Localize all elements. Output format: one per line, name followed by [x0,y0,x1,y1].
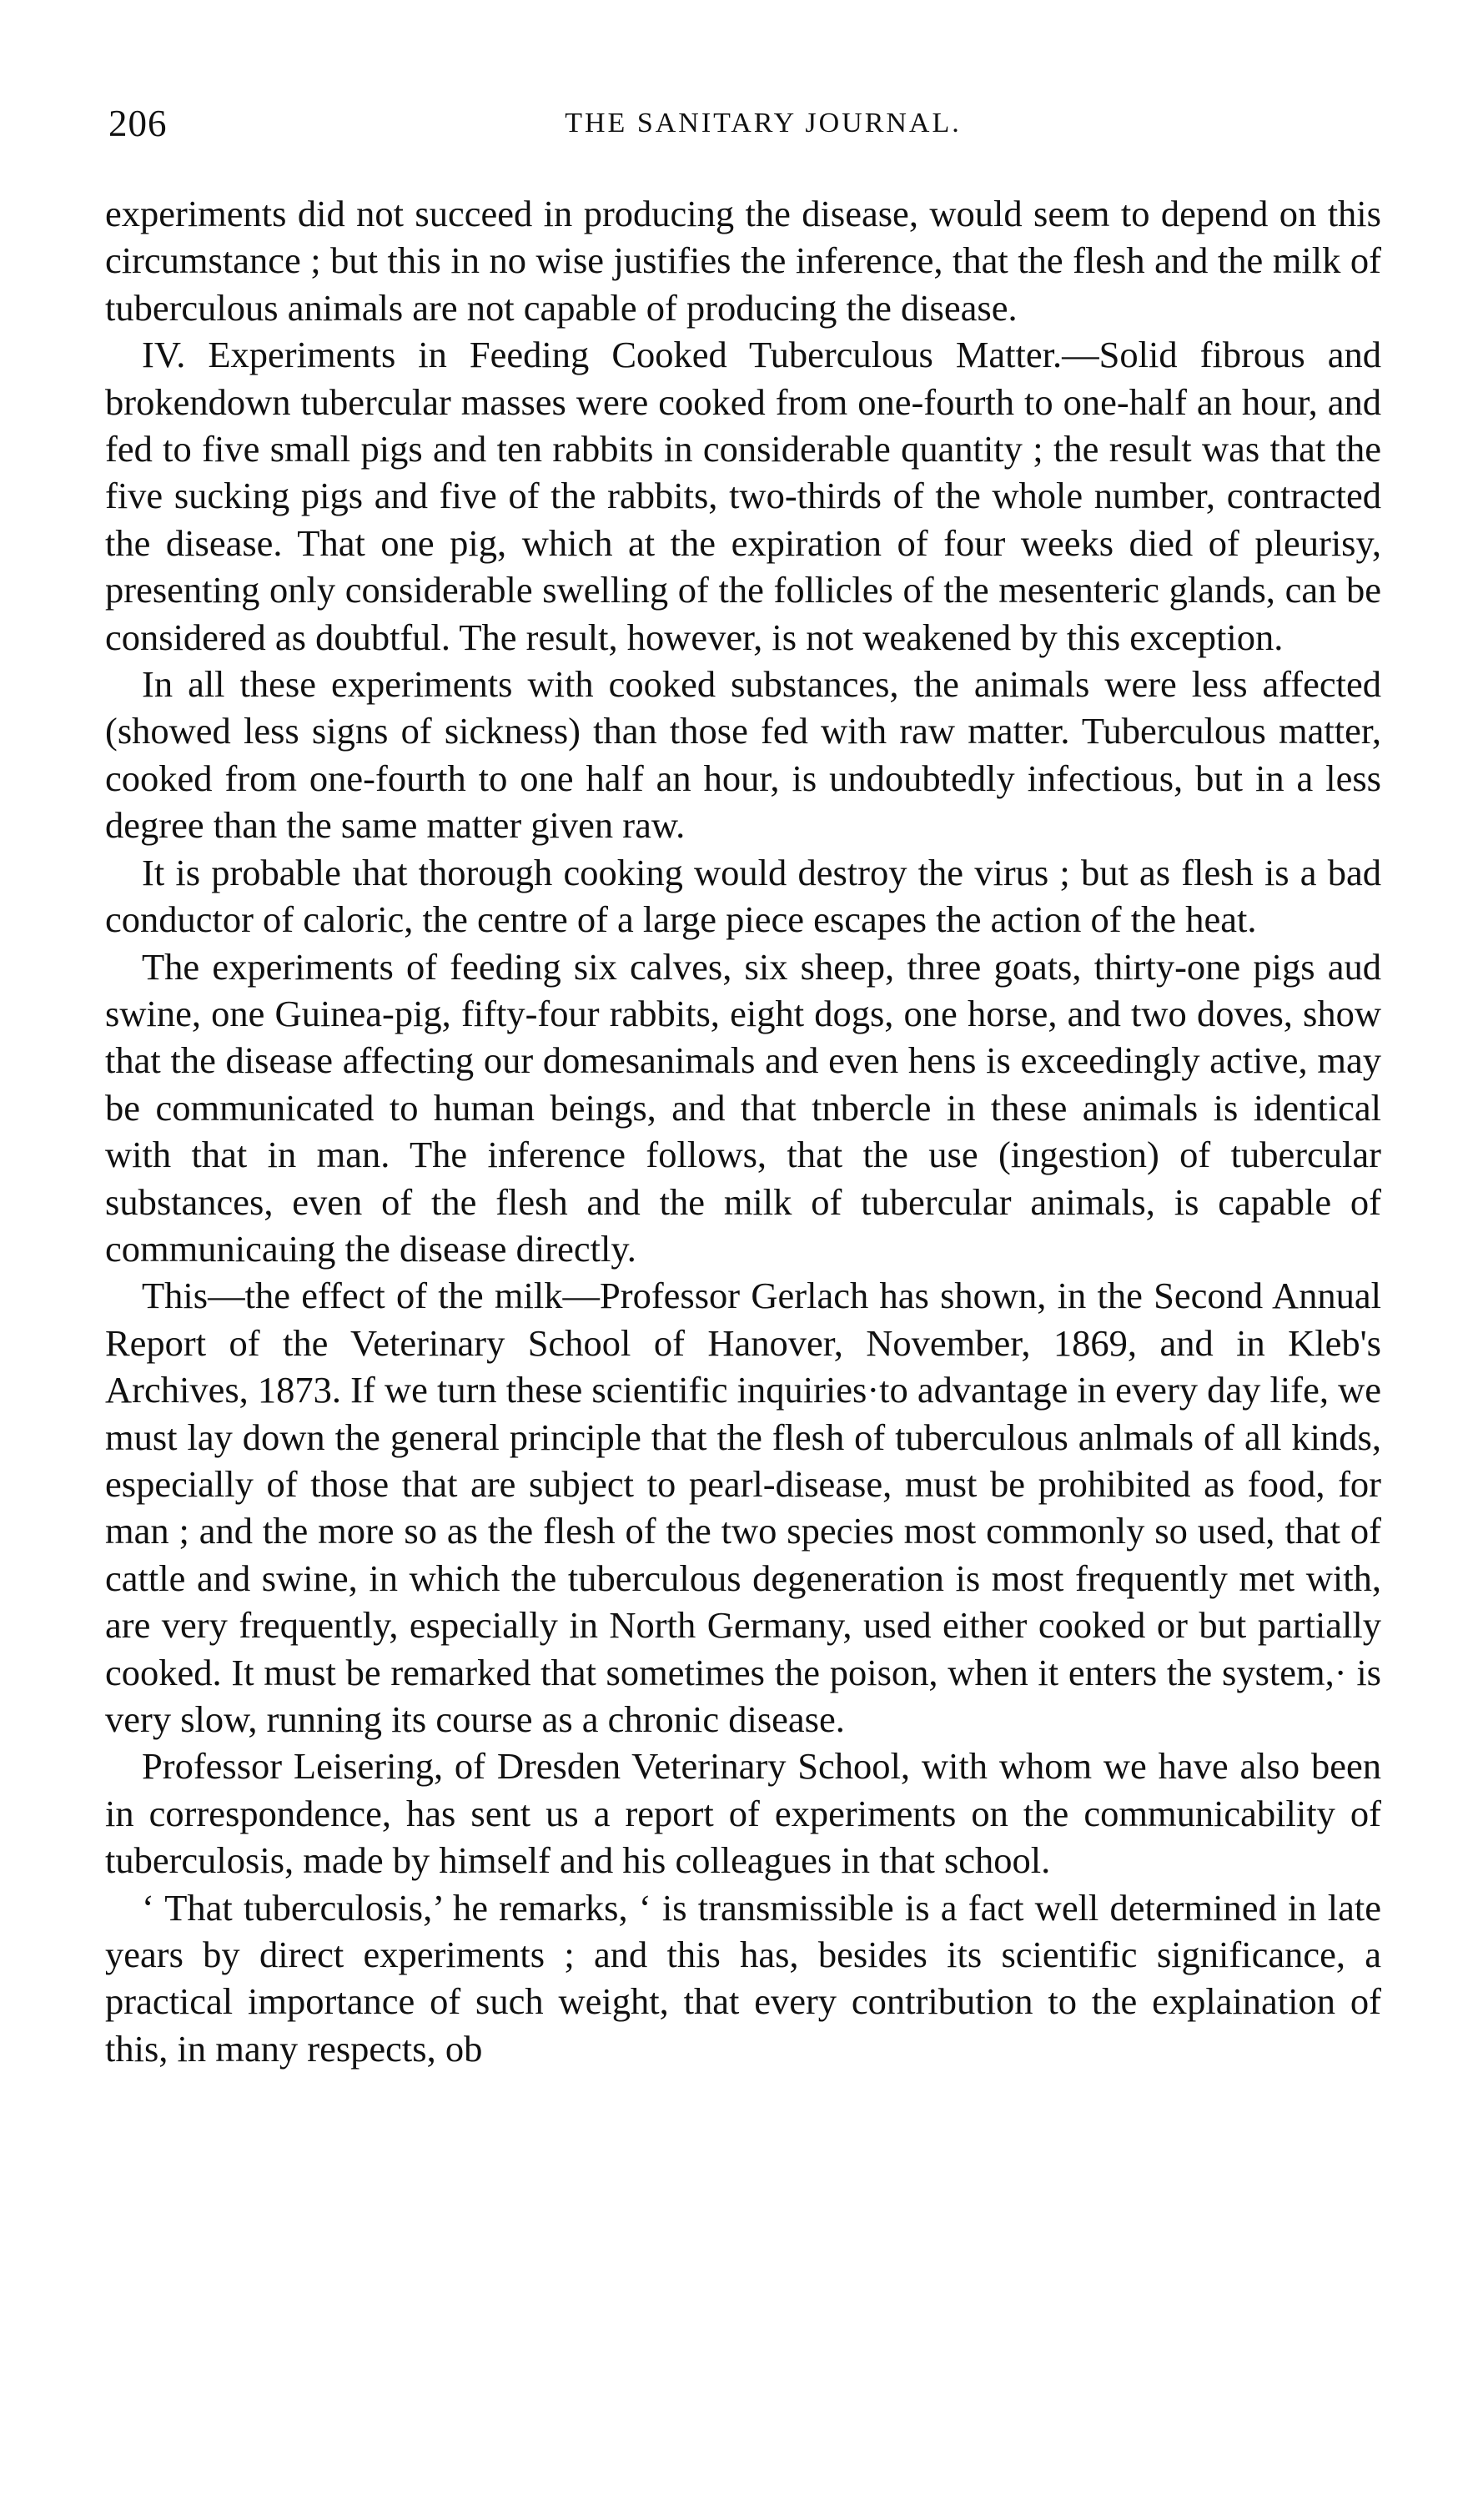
paragraph: In all these experiments with cooked substances, the animals were less affected (showed less signs of sickness) than those fed with raw matter. Tuberculous matter, cooked from one-fourth to one half an hour, is undoubtedly infectious, but in a less degree than the same matter given raw. [105,663,1381,847]
paragraph: Professor Leisering, of Dresden Veterinary School, with whom we have also been in correspondence, has sent us a report of experiments on the communicability of tuberculosis, made by himself and his colleagues in that school. [105,1745,1381,1882]
paragraph: IV. Experiments in Feeding Cooked Tuberculous Matter.—Solid fibrous and brokendown tubercular masses were cooked from one-fourth to one-half an hour, and fed to five small pigs and ten rabbits in considerable quantity ; the result was that the five sucking pigs and five of the rabbits, two-thirds of the whole number, contracted the disease. That one pig, which at the expiration of four weeks died of pleurisy, presenting only considerable swelling of the follicles of the mesenteric glands, can be considered as doubtful. The result, however, is not weakened by this exception. [105,334,1381,658]
paragraph: ‘ That tuberculosis,’ he remarks, ‘ is transmissible is a fact well determined in late years by direct experiments ; and this has, besides its scientific significance, a practical importance of such weight, that every contribution to the explaination of this, in many respects, ob [105,1886,1381,2070]
article-body [105,190,1381,2072]
paragraph: It is probable ιhat thorough cooking would destroy the virus ; but as flesh is a bad conductor of caloric, the centre of a large piece escapes the action of the heat. [105,851,1381,941]
running-title: THE SANITARY JOURNAL. [565,108,962,138]
paragraph: The experiments of feeding six calves, six sheep, three goats, thirty-one pigs aud swine, one Guinea-pig, fifty-four rabbits, eight dogs, one horse, and two doves, show that the disease affecting our domesanimals and even hens is exceedingly active, may be communicated to human beings, and that tnbercle in these animals is identical with that in man. The inference follows, that the use (ingestion) of tubercular substances, even of the flesh and the milk of tubercular animals, is capable of communicaιing the disease directly. [105,945,1381,1270]
page-header [108,98,1385,148]
paragraph: experiments did not succeed in producing the disease, would seem to depend on this circumstance ; but this in no wise justifies the inference, that the flesh and the milk of tuberculous animals are not capable of producing the disease. [105,193,1381,329]
page-number: 206 [108,103,168,144]
paragraph: This—the effect of the milk—Professor Gerlach has shown, in the Second Annual Report of the Veterinary School of Hanover, November, 1869, and in Kleb's Archives, 1873. If we turn these scientific inquiries·to advantage in every day life, we must lay down the general principle that the flesh of tuberculous anlmals of all kinds, especially of those that are subject to pearl-disease, must be prohibited as food, for man ; and the more so as the flesh of the two species most commonly so used, that of cattle and swine, in which the tuberculous degeneration is most frequently met with, are very frequently, especially in North Germany, used either cooked or but partially cooked. It must be remarked that sometimes the poison, when it enters the system,· is very slow, running its course as a chronic disease. [105,1275,1381,1740]
